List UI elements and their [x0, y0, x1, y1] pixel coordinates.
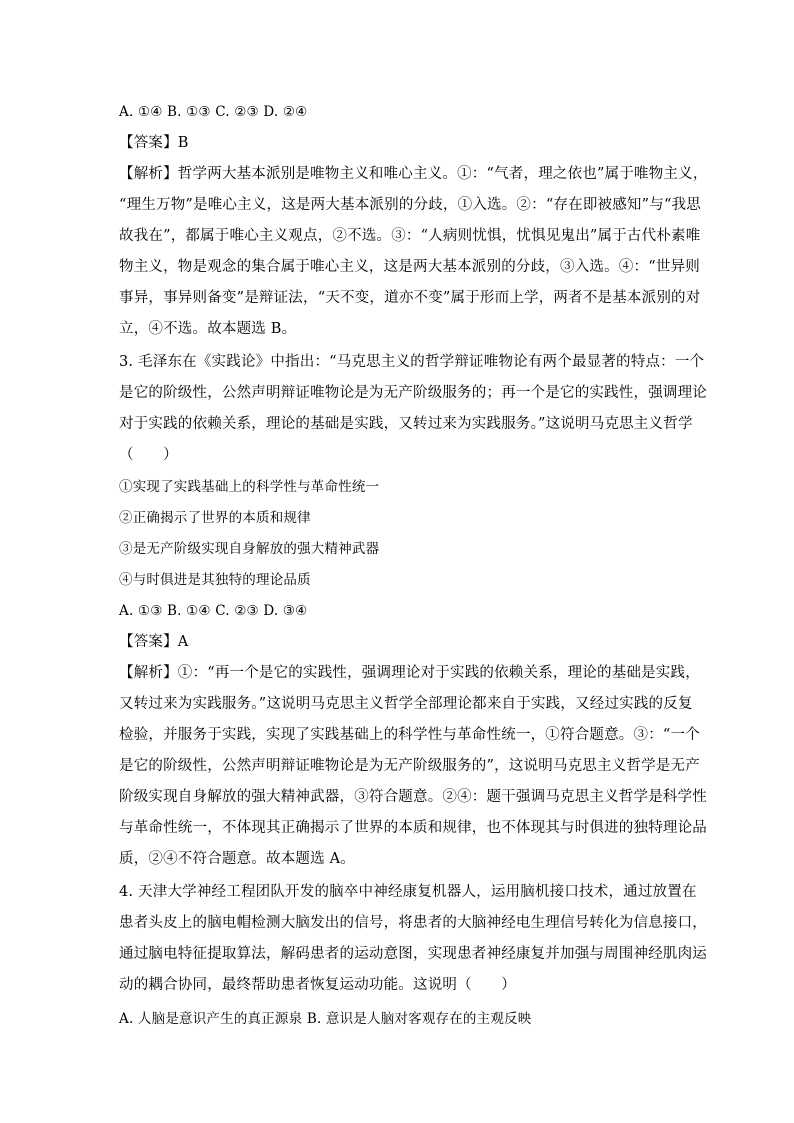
q3-answer-blank: （ ）: [119, 447, 178, 463]
q3-analysis-line-2: 又转过来为实践服务。”这说明马克思主义哲学全部理论都来自于实践，又经过实践的反复: [119, 696, 693, 712]
q2-analysis-line-3: 故我在”，都属于唯心主义观点，②不选。③：“人病则忧惧，忧惧见鬼出”属于古代朴素唯: [119, 228, 701, 244]
q3-statement-4: ④与时俱进是其独特的理论品质: [119, 572, 311, 588]
q3-statement-1: ①实现了实践基础上的科学性与革命性统一: [119, 479, 380, 495]
q2-analysis-line-2: “理生万物”是唯心主义，这是两大基本派别的分歧，①入选。②：“存在即被感知”与“我思: [119, 197, 701, 213]
q3-analysis-line-1: 【解析】①：“再一个是它的实践性，强调理论对于实践的依赖关系，理论的基础是实践，: [119, 665, 700, 681]
q2-options: A. ①④ B. ①③ C. ②③ D. ②④: [119, 104, 308, 120]
q4-stem-line-4: 动的耦合协同，最终帮助患者恢复运动功能。这说明（ ）: [119, 977, 516, 993]
q3-analysis-line-4: 是它的阶级性，公然声明辩证唯物论是为无产阶级服务的”，这说明马克思主义哲学是无产: [119, 758, 700, 774]
q2-analysis-line-5: 事异，事异则备变”是辩证法，“天不变，道亦不变”属于形而上学，两者不是基本派别的对: [119, 290, 701, 306]
q4-stem-line-2: 患者头皮上的脑电帽检测大脑发出的信号，将患者的大脑神经电生理信号转化为信息接口，: [119, 915, 707, 931]
q3-analysis-line-3: 检验，并服务于实践，实现了实践基础上的科学性与革命性统一，①符合题意。③：“一个: [119, 727, 700, 743]
q3-stem-line-1: 3. 毛泽东在《实践论》中指出：“马克思主义的哲学辩证唯物论有两个最显著的特点：一个: [119, 354, 705, 370]
q3-statement-3: ③是无产阶级实现自身解放的强大精神武器: [119, 541, 380, 557]
q3-analysis-line-6: 与革命性统一，不体现其正确揭示了世界的本质和规律，也不体现其与时俱进的独特理论品: [119, 820, 707, 836]
q2-analysis-line-6: 立，④不选。故本题选 B。: [119, 321, 297, 337]
q3-analysis-line-7: 质，②④不符合题意。故本题选 A。: [119, 851, 355, 867]
q2-answer: 【答案】B: [119, 135, 189, 151]
q4-stem-line-1: 4. 天津大学神经工程团队开发的脑卒中神经康复机器人，运用脑机接口技术，通过放置在: [119, 884, 697, 900]
q3-stem-line-3: 对于实践的依赖关系，理论的基础是实践，又转过来为实践服务。”这说明马克思主义哲学: [119, 416, 693, 432]
q4-options: A. 人脑是意识产生的真正源泉 B. 意识是人脑对客观存在的主观反映: [119, 1011, 532, 1027]
q3-options: A. ①③ B. ①④ C. ②③ D. ③④: [119, 603, 308, 619]
q3-answer: 【答案】A: [119, 634, 189, 650]
q4-stem-line-3: 通过脑电特征提取算法，解码患者的运动意图，实现患者神经康复并加强与周围神经肌肉运: [119, 946, 707, 962]
q2-analysis-line-1: 【解析】哲学两大基本派别是唯物主义和唯心主义。①：“气者，理之依也”属于唯物主义，: [119, 166, 708, 182]
q3-analysis-line-5: 阶级实现自身解放的强大精神武器，③符合题意。②④：题干强调马克思主义哲学是科学性: [119, 789, 707, 805]
q2-analysis-line-4: 物主义，物是观念的集合属于唯心主义，这是两大基本派别的分歧，③入选。④：“世异则: [119, 259, 700, 275]
q3-statement-2: ②正确揭示了世界的本质和规律: [119, 510, 311, 526]
q3-stem-line-2: 是它的阶级性，公然声明辩证唯物论是为无产阶级服务的；再一个是它的实践性，强调理论: [119, 385, 707, 401]
